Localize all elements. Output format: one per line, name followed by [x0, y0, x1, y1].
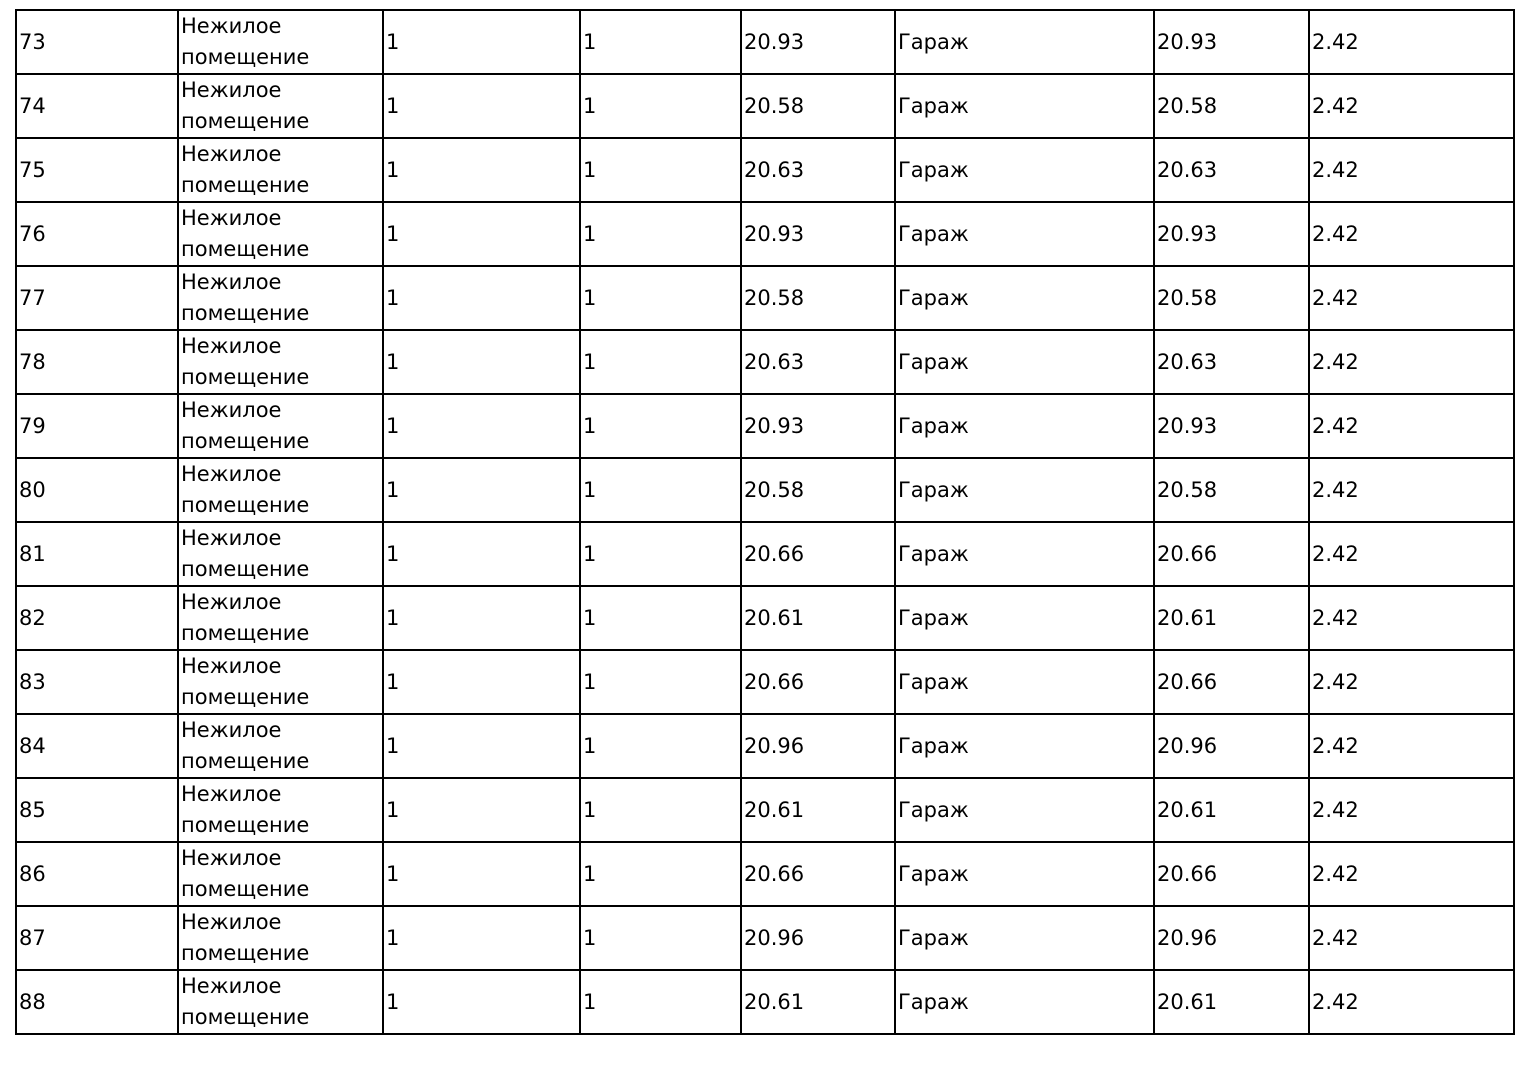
cell-purpose: Гараж — [895, 394, 1154, 458]
cell-purpose: Гараж — [895, 970, 1154, 1034]
table-row — [16, 522, 1514, 586]
premises-table — [15, 9, 1515, 1035]
cell-height: 2.42 — [1309, 330, 1514, 394]
cell-purpose: Гараж — [895, 330, 1154, 394]
cell-height: 2.42 — [1309, 266, 1514, 330]
table-row — [16, 778, 1514, 842]
cell-area: 20.63 — [741, 138, 895, 202]
cell-name-line: Нежилое — [181, 910, 282, 934]
cell-name — [178, 202, 383, 266]
cell-col4: 1 — [580, 138, 741, 202]
cell-height: 2.42 — [1309, 202, 1514, 266]
cell-name-line: Нежилое — [181, 462, 282, 486]
cell-number: 80 — [16, 458, 178, 522]
cell-col4: 1 — [580, 842, 741, 906]
cell-name — [178, 586, 383, 650]
table-row — [16, 458, 1514, 522]
cell-col4: 1 — [580, 714, 741, 778]
cell-purpose: Гараж — [895, 266, 1154, 330]
cell-col3: 1 — [383, 586, 580, 650]
cell-name — [178, 650, 383, 714]
cell-name-line: помещение — [181, 173, 310, 197]
cell-name-line: Нежилое — [181, 206, 282, 230]
document-page — [15, 9, 1513, 1035]
cell-area-total: 20.63 — [1154, 138, 1309, 202]
cell-name — [178, 10, 383, 74]
cell-height: 2.42 — [1309, 842, 1514, 906]
cell-col3: 1 — [383, 266, 580, 330]
cell-height: 2.42 — [1309, 906, 1514, 970]
cell-name-line: Нежилое — [181, 782, 282, 806]
cell-number: 88 — [16, 970, 178, 1034]
table-row — [16, 74, 1514, 138]
cell-area: 20.66 — [741, 522, 895, 586]
cell-name-line: помещение — [181, 45, 310, 69]
cell-area: 20.61 — [741, 970, 895, 1034]
cell-name — [178, 778, 383, 842]
cell-name — [178, 138, 383, 202]
cell-col3: 1 — [383, 970, 580, 1034]
cell-name-line: помещение — [181, 813, 310, 837]
cell-number: 83 — [16, 650, 178, 714]
cell-name — [178, 74, 383, 138]
cell-number: 74 — [16, 74, 178, 138]
cell-col3: 1 — [383, 650, 580, 714]
cell-height: 2.42 — [1309, 458, 1514, 522]
cell-area: 20.96 — [741, 906, 895, 970]
cell-purpose: Гараж — [895, 138, 1154, 202]
table-body — [16, 10, 1514, 1034]
cell-name — [178, 842, 383, 906]
cell-col4: 1 — [580, 906, 741, 970]
cell-area-total: 20.58 — [1154, 266, 1309, 330]
cell-col4: 1 — [580, 202, 741, 266]
cell-name — [178, 714, 383, 778]
cell-name-line: помещение — [181, 237, 310, 261]
cell-name — [178, 266, 383, 330]
cell-area-total: 20.58 — [1154, 74, 1309, 138]
cell-area-total: 20.61 — [1154, 970, 1309, 1034]
cell-name — [178, 522, 383, 586]
cell-col3: 1 — [383, 10, 580, 74]
cell-name-line: помещение — [181, 621, 310, 645]
cell-col4: 1 — [580, 74, 741, 138]
cell-name-line: помещение — [181, 749, 310, 773]
cell-number: 87 — [16, 906, 178, 970]
cell-col3: 1 — [383, 522, 580, 586]
cell-area-total: 20.96 — [1154, 906, 1309, 970]
cell-area-total: 20.66 — [1154, 650, 1309, 714]
cell-col3: 1 — [383, 842, 580, 906]
cell-height: 2.42 — [1309, 970, 1514, 1034]
cell-purpose: Гараж — [895, 458, 1154, 522]
cell-name-line: помещение — [181, 365, 310, 389]
cell-name-line: помещение — [181, 301, 310, 325]
cell-number: 76 — [16, 202, 178, 266]
cell-name-line: помещение — [181, 109, 310, 133]
cell-number: 79 — [16, 394, 178, 458]
cell-area-total: 20.93 — [1154, 202, 1309, 266]
cell-area-total: 20.63 — [1154, 330, 1309, 394]
cell-height: 2.42 — [1309, 138, 1514, 202]
cell-number: 86 — [16, 842, 178, 906]
cell-area: 20.61 — [741, 586, 895, 650]
table-row — [16, 906, 1514, 970]
cell-col3: 1 — [383, 458, 580, 522]
cell-name-line: Нежилое — [181, 718, 282, 742]
cell-number: 78 — [16, 330, 178, 394]
cell-purpose: Гараж — [895, 714, 1154, 778]
cell-purpose: Гараж — [895, 522, 1154, 586]
cell-purpose: Гараж — [895, 778, 1154, 842]
cell-purpose: Гараж — [895, 906, 1154, 970]
cell-col3: 1 — [383, 906, 580, 970]
cell-area: 20.63 — [741, 330, 895, 394]
cell-area: 20.96 — [741, 714, 895, 778]
cell-area: 20.66 — [741, 842, 895, 906]
cell-number: 77 — [16, 266, 178, 330]
cell-purpose: Гараж — [895, 586, 1154, 650]
cell-col3: 1 — [383, 202, 580, 266]
cell-purpose: Гараж — [895, 202, 1154, 266]
cell-name — [178, 330, 383, 394]
cell-name — [178, 970, 383, 1034]
cell-height: 2.42 — [1309, 522, 1514, 586]
cell-area-total: 20.58 — [1154, 458, 1309, 522]
cell-col4: 1 — [580, 458, 741, 522]
cell-col4: 1 — [580, 330, 741, 394]
cell-col4: 1 — [580, 586, 741, 650]
cell-area: 20.61 — [741, 778, 895, 842]
table-row — [16, 586, 1514, 650]
cell-height: 2.42 — [1309, 586, 1514, 650]
cell-number: 84 — [16, 714, 178, 778]
cell-name-line: помещение — [181, 557, 310, 581]
cell-number: 73 — [16, 10, 178, 74]
cell-area-total: 20.93 — [1154, 394, 1309, 458]
cell-name-line: Нежилое — [181, 334, 282, 358]
cell-col3: 1 — [383, 138, 580, 202]
cell-name-line: Нежилое — [181, 78, 282, 102]
cell-area-total: 20.93 — [1154, 10, 1309, 74]
cell-col3: 1 — [383, 74, 580, 138]
cell-area: 20.66 — [741, 650, 895, 714]
cell-area-total: 20.61 — [1154, 586, 1309, 650]
cell-name — [178, 458, 383, 522]
cell-col4: 1 — [580, 970, 741, 1034]
cell-area-total: 20.66 — [1154, 522, 1309, 586]
cell-col3: 1 — [383, 394, 580, 458]
cell-height: 2.42 — [1309, 714, 1514, 778]
table-row — [16, 970, 1514, 1034]
cell-number: 81 — [16, 522, 178, 586]
cell-height: 2.42 — [1309, 394, 1514, 458]
cell-name-line: Нежилое — [181, 142, 282, 166]
cell-name-line: Нежилое — [181, 14, 282, 38]
cell-area-total: 20.66 — [1154, 842, 1309, 906]
table-row — [16, 650, 1514, 714]
cell-area-total: 20.61 — [1154, 778, 1309, 842]
cell-name-line: Нежилое — [181, 654, 282, 678]
table-row — [16, 138, 1514, 202]
cell-purpose: Гараж — [895, 74, 1154, 138]
cell-name-line: Нежилое — [181, 398, 282, 422]
cell-name-line: Нежилое — [181, 526, 282, 550]
cell-col3: 1 — [383, 778, 580, 842]
cell-area: 20.93 — [741, 202, 895, 266]
cell-area: 20.58 — [741, 266, 895, 330]
cell-col4: 1 — [580, 10, 741, 74]
cell-col4: 1 — [580, 394, 741, 458]
cell-name-line: Нежилое — [181, 974, 282, 998]
cell-name-line: помещение — [181, 685, 310, 709]
cell-name-line: Нежилое — [181, 846, 282, 870]
table-row — [16, 842, 1514, 906]
cell-name-line: Нежилое — [181, 590, 282, 614]
cell-area: 20.58 — [741, 74, 895, 138]
table-row — [16, 266, 1514, 330]
cell-purpose: Гараж — [895, 650, 1154, 714]
table-row — [16, 202, 1514, 266]
cell-col3: 1 — [383, 330, 580, 394]
cell-name-line: помещение — [181, 493, 310, 517]
cell-name — [178, 394, 383, 458]
cell-number: 75 — [16, 138, 178, 202]
table-row — [16, 10, 1514, 74]
cell-area: 20.93 — [741, 394, 895, 458]
cell-height: 2.42 — [1309, 74, 1514, 138]
cell-purpose: Гараж — [895, 842, 1154, 906]
cell-purpose: Гараж — [895, 10, 1154, 74]
cell-col4: 1 — [580, 778, 741, 842]
cell-area: 20.93 — [741, 10, 895, 74]
cell-name — [178, 906, 383, 970]
cell-name-line: помещение — [181, 941, 310, 965]
cell-col4: 1 — [580, 522, 741, 586]
table-row — [16, 714, 1514, 778]
cell-height: 2.42 — [1309, 650, 1514, 714]
cell-col4: 1 — [580, 650, 741, 714]
cell-number: 85 — [16, 778, 178, 842]
cell-area: 20.58 — [741, 458, 895, 522]
table-row — [16, 330, 1514, 394]
cell-area-total: 20.96 — [1154, 714, 1309, 778]
cell-col4: 1 — [580, 266, 741, 330]
cell-height: 2.42 — [1309, 10, 1514, 74]
cell-name-line: Нежилое — [181, 270, 282, 294]
cell-number: 82 — [16, 586, 178, 650]
cell-col3: 1 — [383, 714, 580, 778]
cell-name-line: помещение — [181, 429, 310, 453]
table-row — [16, 394, 1514, 458]
cell-height: 2.42 — [1309, 778, 1514, 842]
cell-name-line: помещение — [181, 1005, 310, 1029]
cell-name-line: помещение — [181, 877, 310, 901]
